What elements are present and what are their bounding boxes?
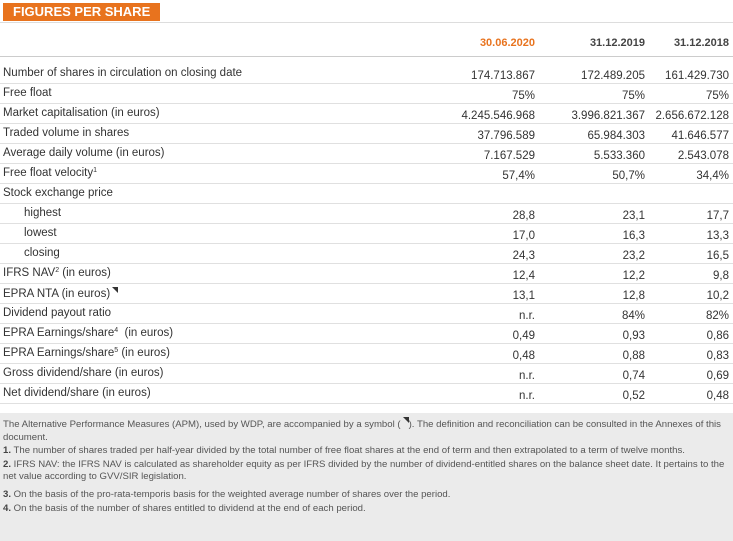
- row-value: 2.543.078: [677, 150, 729, 162]
- footnote-3: 3. On the basis of the pro-rata-temporis basis for the weighted average number of shares over the period.: [3, 488, 451, 500]
- table-row: [0, 264, 733, 284]
- table-row: [0, 184, 733, 204]
- table-row: [0, 224, 733, 244]
- page-title: FIGURES PER SHARE: [3, 3, 160, 21]
- row-label: IFRS NAV$^2$ (in euros): [3, 267, 111, 279]
- table-row: [0, 364, 733, 384]
- row-value: 0,93: [622, 330, 645, 342]
- table-row: [0, 204, 733, 224]
- row-value: 23,2: [622, 250, 645, 262]
- footnotes: [0, 413, 733, 541]
- row-value: 57,4%: [502, 170, 535, 182]
- row-value: 161.429.730: [665, 70, 729, 82]
- row-label: highest: [24, 207, 62, 219]
- row-label: Gross dividend/share (in euros): [3, 367, 164, 379]
- table-row: [0, 84, 733, 104]
- footnote-marker: 2: [55, 267, 60, 274]
- row-label: Dividend payout ratio: [3, 307, 112, 319]
- row-value: 17,7: [706, 210, 729, 222]
- row-label: EPRA NTA (in euros): [3, 287, 118, 300]
- row-value: 10,2: [706, 290, 729, 302]
- row-value: 16,3: [622, 230, 645, 242]
- row-value: 16,5: [706, 250, 729, 262]
- row-value: 12,4: [512, 270, 535, 282]
- row-value: 174.713.867: [471, 70, 535, 82]
- table-row: [0, 64, 733, 84]
- row-value: 0,49: [512, 330, 535, 342]
- row-label: EPRA Earnings/share$^5$ (in euros): [3, 347, 170, 359]
- row-value: 82%: [705, 310, 729, 322]
- row-value: 0,52: [622, 390, 645, 402]
- header-divider: [0, 56, 733, 57]
- table-row: [0, 304, 733, 324]
- row-label: closing: [24, 247, 60, 259]
- figures-table: [0, 64, 733, 404]
- row-value: 0,74: [622, 370, 645, 382]
- row-value: 75%: [511, 90, 535, 102]
- table-row: [0, 164, 733, 184]
- row-value: 13,1: [512, 290, 535, 302]
- row-value: 37.796.589: [477, 130, 535, 142]
- footnote-1: 1. The number of shares traded per half-year divided by the total number of free float shares at the end of term and then extrapolated to a term of twelve months.: [3, 445, 685, 457]
- row-value: 0,48: [512, 350, 535, 362]
- row-label: Free float velocity$^1$: [3, 167, 98, 179]
- row-label: Net dividend/share (in euros): [3, 387, 151, 399]
- table-row: [0, 144, 733, 164]
- footnote-2: 2. IFRS NAV: the IFRS NAV is calculated as shareholder equity as per IFRS divided by the number of dividend-entitled shares on the balance sheet date. It pertains to the net value according to GVV/SIR legislation.: [3, 458, 725, 483]
- row-value: 24,3: [512, 250, 535, 262]
- table-row: [0, 324, 733, 344]
- column-header-two-years-prior: 31.12.2018: [673, 37, 729, 49]
- row-value: 41.646.577: [671, 130, 729, 142]
- apm-note: The Alternative Performance Measures (APM), used by WDP, are accompanied by a symbol ( ). The definition and reconciliation can be consulted in the Annexes of this document.: [3, 419, 721, 443]
- table-row: [0, 124, 733, 144]
- row-value: 0,83: [706, 350, 729, 362]
- row-label: lowest: [24, 227, 57, 239]
- row-value: n.r.: [519, 390, 535, 402]
- row-label: Average daily volume (in euros): [3, 147, 165, 159]
- row-value: 17,0: [512, 230, 535, 242]
- title-divider: [0, 22, 733, 23]
- row-value: n.r.: [519, 310, 535, 322]
- row-value: 172.489.205: [581, 70, 645, 82]
- apm-symbol-icon: [112, 287, 118, 293]
- row-value: 34,4%: [696, 170, 729, 182]
- row-value: 84%: [621, 310, 645, 322]
- row-label: Stock exchange price: [3, 187, 113, 199]
- row-value: 9,8: [713, 270, 729, 282]
- footnote-marker: 4: [114, 327, 119, 334]
- row-value: 50,7%: [612, 170, 645, 182]
- row-value: 75%: [621, 90, 645, 102]
- row-value: 0,86: [706, 330, 729, 342]
- column-header-prior-year: 31.12.2019: [589, 37, 645, 49]
- table-row: [0, 104, 733, 124]
- row-label: Traded volume in shares: [3, 127, 130, 139]
- row-label: Number of shares in circulation on closing date: [3, 67, 243, 79]
- row-value: 0,48: [706, 390, 729, 402]
- row-value: 12,8: [622, 290, 645, 302]
- row-value: 23,1: [622, 210, 645, 222]
- footnote-marker: 1: [93, 167, 98, 174]
- table-row: [0, 244, 733, 264]
- row-value: 12,2: [622, 270, 645, 282]
- table-row: [0, 384, 733, 404]
- row-value: 0,88: [622, 350, 645, 362]
- row-value: 4.245.546.968: [461, 110, 535, 122]
- row-value: 7.167.529: [483, 150, 535, 162]
- row-value: 0,69: [706, 370, 729, 382]
- row-value: 3.996.821.367: [571, 110, 645, 122]
- row-value: 65.984.303: [587, 130, 645, 142]
- row-value: 28,8: [512, 210, 535, 222]
- column-header-current: 30.06.2020: [479, 37, 535, 49]
- footnote-marker: 5: [114, 347, 119, 354]
- table-row: [0, 344, 733, 364]
- row-label: Free float: [3, 87, 52, 99]
- row-label: EPRA Earnings/share$^4$ (in euros): [3, 327, 174, 339]
- row-value: 75%: [705, 90, 729, 102]
- footnote-4: 4. On the basis of the number of shares entitled to dividend at the end of each period.: [3, 502, 366, 514]
- row-label: Market capitalisation (in euros): [3, 107, 160, 119]
- row-value: 2.656.672.128: [655, 110, 729, 122]
- row-value: 13,3: [706, 230, 729, 242]
- row-value: n.r.: [519, 370, 535, 382]
- table-row: [0, 284, 733, 304]
- row-value: 5.533.360: [593, 150, 645, 162]
